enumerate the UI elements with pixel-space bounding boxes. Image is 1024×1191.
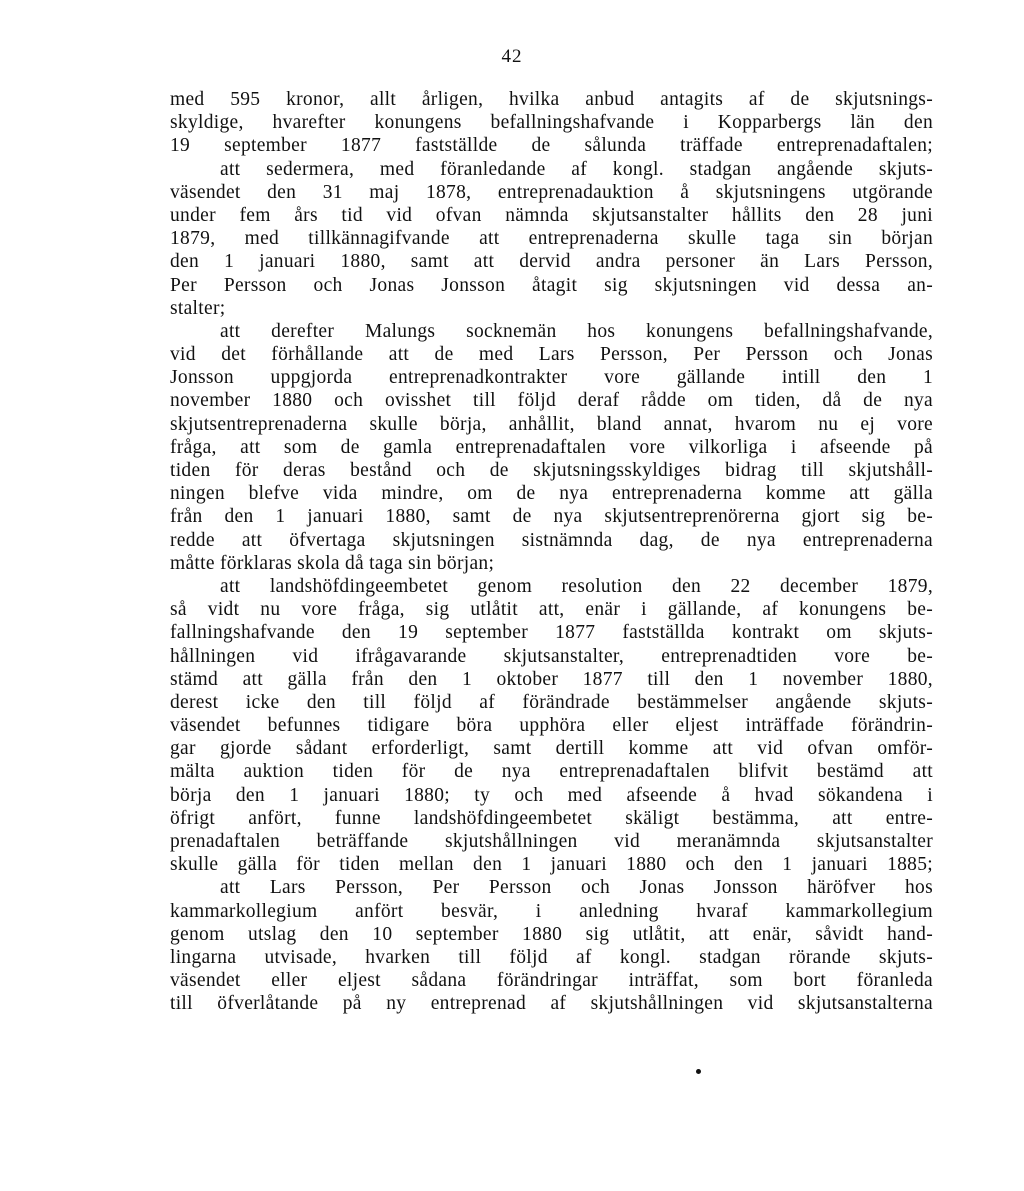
text-line: att landshöfdingeembetet genom resolution den 22 december 1879,	[220, 575, 933, 597]
text-line: skyldige, hvarefter konungens befallningshafvande i Kopparbergs län den	[170, 112, 933, 134]
text-line: lingarna utvisade, hvarken till följd af kongl. stadgan rörande skjuts-	[170, 946, 933, 968]
text-line: derest icke den till följd af förändrade bestämmelser angående skjuts-	[170, 691, 933, 713]
text-line: stämd att gälla från den 1 oktober 1877 till den 1 november 1880,	[170, 668, 933, 690]
text-line: Per Persson och Jonas Jonsson åtagit sig skjutsningen vid dessa an-	[170, 274, 933, 296]
text-line: öfrigt anfört, funne landshöfdingeembetet skäligt bestämma, att entre-	[170, 807, 933, 829]
text-line: ningen blefve vida mindre, om de nya entreprenaderna komme att gälla	[170, 483, 933, 505]
text-line: skulle gälla för tiden mellan den 1 januari 1880 och den 1 januari 1885;	[170, 854, 933, 876]
text-line: väsendet den 31 maj 1878, entreprenadauktion å skjutsningens utgörande	[170, 181, 933, 203]
text-line: under fem års tid vid ofvan nämnda skjutsanstalter hållits den 28 juni	[170, 204, 933, 226]
page-number: 42	[501, 46, 523, 67]
text-line: med 595 kronor, allt årligen, hvilka anbud antagits af de skjutsnings-	[170, 89, 933, 110]
text-line: redde att öfvertaga skjutsningen sistnämnda dag, de nya entreprenaderna	[170, 529, 933, 551]
text-line: att Lars Persson, Per Persson och Jonas Jonsson häröfver hos	[220, 877, 933, 899]
text-line: att sedermera, med föranledande af kongl. stadgan angående skjuts-	[220, 158, 933, 180]
text-line: väsendet eller eljest sådana förändringar inträffat, som bort föranleda	[170, 970, 933, 992]
text-line: så vidt nu vore fråga, sig utlåtit att, enär i gällande, af konungens be-	[170, 599, 933, 621]
text-line: fråga, att som de gamla entreprenadaftalen vore vilkorliga i afseende på	[170, 436, 933, 458]
text-line: stalter;	[170, 297, 226, 319]
text-line: skjutsentreprenaderna skulle börja, anhållit, bland annat, hvarom nu ej vore	[170, 413, 933, 435]
text-line: kammarkollegium anfört besvär, i anledning hvaraf kammarkollegium	[170, 900, 933, 922]
text-line: 19 september 1877 fastställde de sålunda träffade entreprenadaftalen;	[170, 135, 933, 157]
text-line: börja den 1 januari 1880; ty och med afseende å hvad sökandena i	[170, 784, 933, 806]
text-line: till öfverlåtande på ny entreprenad af skjutshållningen vid skjutsanstalterna	[170, 993, 933, 1015]
text-line: prenadaftalen beträffande skjutshållningen vid meranämnda skjutsanstalter	[170, 831, 933, 852]
text-line: måtte förklaras skola då taga sin början;	[170, 552, 495, 574]
text-line: genom utslag den 10 september 1880 sig utlåtit, att enär, såvidt hand-	[170, 923, 933, 945]
text-line: från den 1 januari 1880, samt de nya skjutsentreprenörerna gjort sig be-	[170, 506, 933, 528]
text-line: mälta auktion tiden för de nya entreprenadaftalen blifvit bestämd att	[170, 761, 933, 783]
text-line: vid det förhållande att de med Lars Persson, Per Persson och Jonas	[170, 344, 933, 366]
text-line: 1879, med tillkännagifvande att entreprenaderna skulle taga sin början	[170, 228, 933, 250]
text-line: den 1 januari 1880, samt att dervid andra personer än Lars Persson,	[170, 251, 933, 273]
print-speck	[696, 1069, 701, 1074]
text-line: gar gjorde sådant erforderligt, samt dertill komme att vid ofvan omför-	[170, 738, 933, 760]
text-line: väsendet befunnes tidigare böra upphöra eller eljest inträffade förändrin-	[170, 715, 933, 737]
text-line: Jonsson uppgjorda entreprenadkontrakter vore gällande intill den 1	[170, 367, 933, 389]
text-line: fallningshafvande den 19 september 1877 fastställda kontrakt om skjuts-	[170, 622, 933, 644]
body-text	[170, 88, 933, 1016]
text-line: tiden för deras bestånd och de skjutsningsskyldiges bidrag till skjutshåll-	[170, 460, 933, 481]
text-line: att derefter Malungs socknemän hos konungens befallningshafvande,	[220, 320, 933, 342]
text-line: november 1880 och ovisshet till följd deraf rådde om tiden, då de nya	[170, 390, 933, 412]
text-line: hållningen vid ifrågavarande skjutsanstalter, entreprenadtiden vore be-	[170, 645, 933, 667]
